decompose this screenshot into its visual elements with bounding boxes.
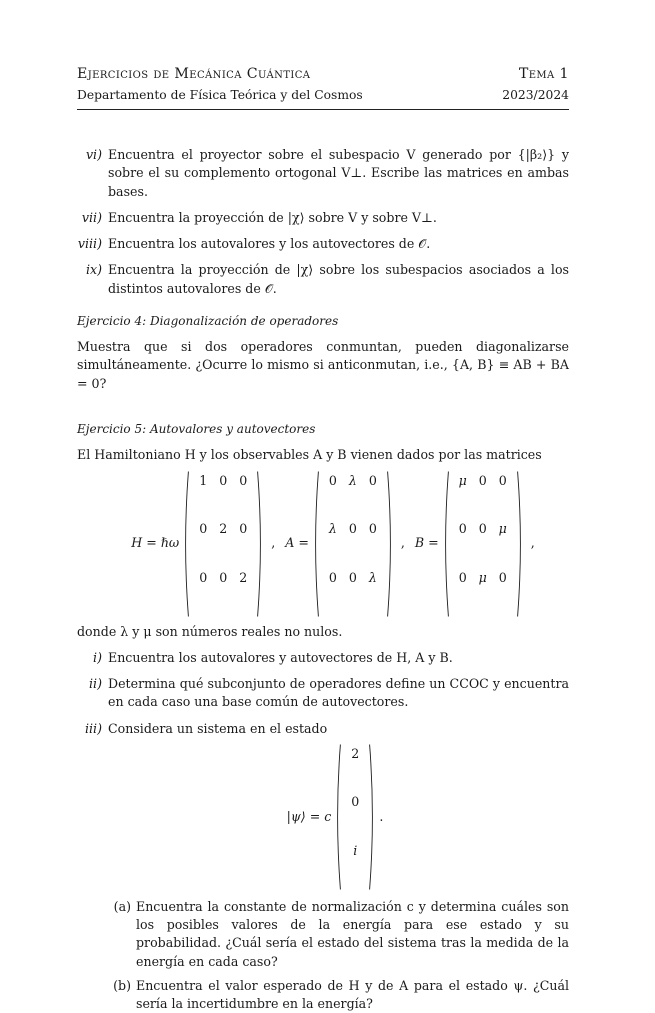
topic-label: Tema 1	[518, 66, 569, 82]
separator: ,	[400, 535, 405, 551]
list-item	[77, 209, 569, 227]
page-content	[77, 146, 569, 1013]
header-rule	[77, 109, 569, 110]
matrix-cell: 0	[498, 472, 507, 488]
item-number: vi)	[85, 147, 102, 162]
item-number: (b)	[113, 977, 131, 993]
item-text: Determina qué subconjunto de operadores define un CCOC y encuentra en cada caso una base común de autovectores.	[108, 676, 569, 710]
matrix-lhs: H = ℏω	[131, 535, 180, 551]
item-number: ix)	[85, 262, 102, 278]
exercise-4-text: Muestra que si dos operadores conmuntan, pueden diagonalizarse simultáneamente. ¿Ocurre lo mismo si anticonmutan, i.e., {A, B} ≡ AB + BA = 0?	[77, 339, 569, 391]
item-text: Encuentra la proyección de |χ⟩ sobre V y sobre V⊥.	[108, 209, 437, 225]
exercise-5-list	[77, 649, 569, 1013]
item-number: ii)	[89, 676, 102, 692]
matrix-cell: 0	[368, 472, 377, 488]
exercise-5-title: Ejercicio 5: Autovalores y autovectores	[77, 421, 316, 436]
matrix-cell: 0	[219, 569, 228, 585]
right-paren	[368, 742, 376, 892]
exercise-4-title: Ejercicio 4: Diagonalización de operadores	[77, 313, 339, 328]
matrix-cell: 0	[478, 521, 487, 537]
list-item	[77, 720, 569, 738]
matrix-equations	[97, 469, 569, 619]
academic-year: 2023/2024	[502, 87, 569, 102]
matrix-h	[131, 469, 285, 619]
item-number: viii)	[77, 236, 102, 251]
list-item	[105, 898, 569, 971]
item-number: vii)	[81, 209, 102, 225]
left-paren	[334, 742, 342, 892]
matrix-cell: 0	[328, 569, 337, 585]
sub-list	[105, 898, 569, 1013]
vector-cell: 0	[351, 794, 360, 810]
item-text: Encuentra el proyector sobre el subespacio V generado por {|β₂⟩} y sobre el su complemento ortogonal V⊥. Escribe las matrices en ambas bases.	[108, 147, 569, 199]
separator: ,	[530, 535, 535, 551]
matrix-a	[285, 469, 415, 619]
list-item	[77, 146, 569, 201]
left-paren	[442, 469, 450, 619]
matrix-cell: 0	[498, 569, 507, 585]
item-text: Encuentra los autovalores y los autovectores de 𝒪.	[108, 236, 431, 251]
exercise-3-list	[77, 146, 569, 298]
item-number: (a)	[113, 898, 131, 914]
matrix-cell: 2	[219, 521, 228, 537]
item-text: Encuentra el valor esperado de H y de A para el estado ψ. ¿Cuál sería la incertidumbre en la energía?	[136, 977, 569, 1012]
matrix-lhs: B =	[414, 535, 439, 551]
item-text: Encuentra los autovalores y autovectores de H, A y B.	[108, 649, 453, 665]
separator: ,	[271, 535, 276, 551]
matrix-cell: λ	[368, 569, 377, 585]
state-equation	[101, 742, 569, 892]
matrix-cell: 1	[199, 472, 208, 488]
matrix-cell: μ	[498, 521, 507, 537]
matrix-cell: 0	[348, 521, 357, 537]
state-vector	[287, 742, 384, 892]
list-item	[105, 977, 569, 1013]
item-text: Encuentra la proyección de |χ⟩ sobre los subespacios asociados a los distintos autovalores de 𝒪.	[108, 262, 569, 296]
department-name: Departamento de Física Teórica y del Cosmos	[77, 87, 363, 102]
left-paren	[182, 469, 190, 619]
page-header	[77, 64, 569, 110]
right-paren	[256, 469, 264, 619]
matrix-cell: 0	[458, 569, 467, 585]
matrix-cell: 0	[458, 521, 467, 537]
item-text: Encuentra la constante de normalización c y determina cuáles son los posibles valores de la energía para ese estado y su probabilidad. ¿Cuál sería el estado del sistema tras la medida de la energía en cada caso?	[136, 898, 569, 969]
list-item	[77, 649, 569, 667]
matrix-cell: 0	[199, 569, 208, 585]
period: .	[379, 808, 384, 824]
list-item	[77, 235, 569, 253]
matrix-cell: 0	[239, 472, 248, 488]
matrix-cell: 0	[478, 472, 487, 488]
matrix-cell: 0	[368, 521, 377, 537]
item-number: iii)	[85, 720, 102, 736]
matrix-cell: 0	[239, 521, 248, 537]
left-paren	[312, 469, 320, 619]
matrix-cell: 0	[348, 569, 357, 585]
vector-cell: i	[353, 843, 358, 859]
matrix-cell: μ	[458, 472, 467, 488]
matrix-lhs: A =	[285, 535, 309, 551]
matrix-cell: λ	[328, 521, 337, 537]
matrix-cell: μ	[478, 569, 487, 585]
state-lhs: |ψ⟩ = c	[286, 808, 332, 824]
item-text: Considera un sistema en el estado	[108, 720, 328, 736]
matrix-cell: 0	[328, 472, 337, 488]
list-item	[77, 261, 569, 298]
exercise-5-intro: El Hamiltoniano H y los observables A y B vienen dados por las matrices	[77, 447, 542, 463]
right-paren	[516, 469, 524, 619]
matrix-b	[415, 469, 535, 619]
vector-cell: 2	[351, 745, 360, 761]
list-item	[77, 675, 569, 712]
matrix-cell: 0	[219, 472, 228, 488]
exercise-5-after: donde λ y μ son números reales no nulos.	[77, 623, 343, 639]
matrix-cell: 0	[199, 521, 208, 537]
matrix-cell: 2	[239, 569, 248, 585]
item-number: i)	[93, 649, 102, 665]
course-title: Ejercicios de Mecánica Cuántica	[77, 66, 311, 82]
right-paren	[386, 469, 394, 619]
matrix-cell: λ	[348, 472, 357, 488]
